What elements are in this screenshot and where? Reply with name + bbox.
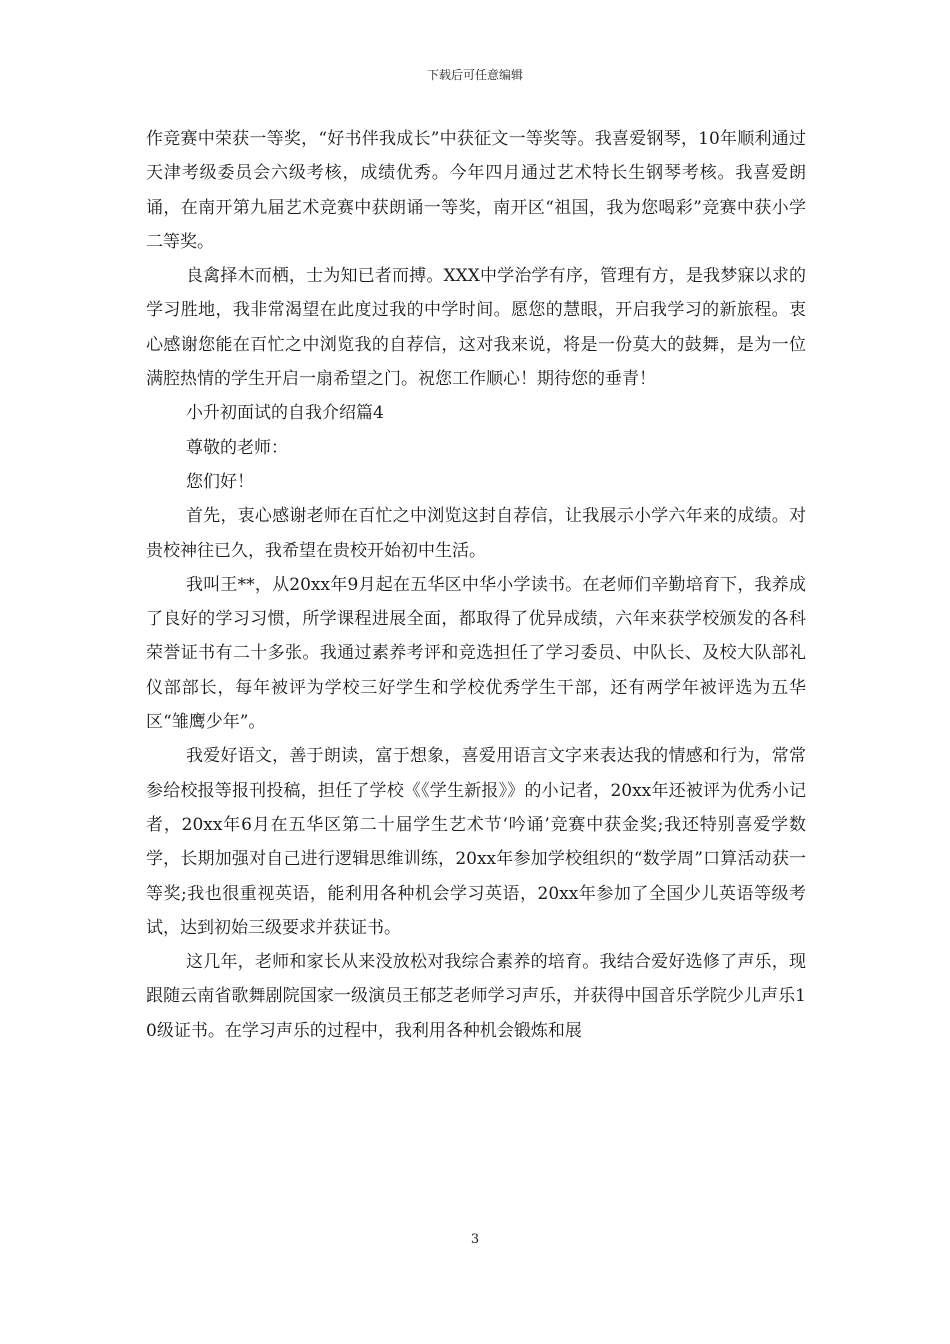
paragraph: 首先，衷心感谢老师在百忙之中浏览这封自荐信，让我展示小学六年来的成绩。对贵校神往已久，我希望在贵校开始初中生活。: [146, 506, 806, 561]
paragraph: 我叫王**，从20xx年9月起在五华区中华小学读书。在老师们辛勤培育下，我养成了良好的学习习惯，所学课程进展全面，都取得了优异成绩，六年来获学校颁发的各科荣誉证书有二十多张。我通过素养考评和竞选担任了学习委员、中队长、及校大队部礼仪部部长，每年被评为学校三好学生和学校优秀学生干部，还有两学年被评选为五华区“雏鹰少年”。: [146, 574, 806, 733]
document-body: [146, 122, 806, 1048]
section-heading: 小升初面试的自我介绍篇4: [186, 403, 384, 424]
page-header: [0, 68, 950, 82]
paragraph: 作竞赛中荣获一等奖，“好书伴我成长”中获征文一等奖等。我喜爱钢琴，10年顺利通过天津考级委员会六级考核，成绩优秀。今年四月通过艺术特长生钢琴考核。我喜爱朗诵，在南开第九届艺术竞赛中获朗诵一等奖，南开区“祖国，我为您喝彩”竞赛中获小学二等奖。: [146, 129, 806, 252]
paragraph: 良禽择木而栖，士为知已者而搏。XXX中学治学有序，管理有方，是我梦寐以求的学习胜地，我非常渴望在此度过我的中学时间。愿您的慧眼，开启我学习的新旅程。衷心感谢您能在百忙之中浏览我的自荐信，这对我来说，将是一份莫大的鼓舞，是为一位满腔热情的学生开启一扇希望之门。祝您工作顺心！期待您的垂青！: [146, 266, 806, 390]
greeting: 您们好！: [186, 471, 254, 492]
page-number-value: 3: [470, 1232, 480, 1247]
paragraph: 这几年，老师和家长从来没放松对我综合素养的培育。我结合爱好选修了声乐，现跟随云南省歌舞剧院国家一级演员王郁芝老师学习声乐，并获得中国音乐学院少儿声乐10级证书。在学习声乐的过程中，我利用各种机会锻炼和展: [146, 952, 806, 1041]
page-number: [0, 1232, 950, 1248]
header-note: 下载后可任意编辑: [426, 68, 523, 82]
salutation: 尊敬的老师：: [186, 437, 288, 458]
paragraph: 我爱好语文，善于朗读，富于想象，喜爱用语言文字来表达我的情感和行为，常常参给校报等报刊投稿，担任了学校《《学生新报》》的小记者，20xx年还被评为优秀小记者，20xx年6月在五华区第二十届学生艺术节‘吟诵’竞赛中获金奖;我还特别喜爱学数学，长期加强对自己进行逻辑思维训练，20xx年参加学校组织的“数学周”口算活动获一等奖;我也很重视英语，能利用各种机会学习英语，20xx年参加了全国少儿英语等级考试，达到初始三级要求并获证书。: [146, 746, 806, 938]
